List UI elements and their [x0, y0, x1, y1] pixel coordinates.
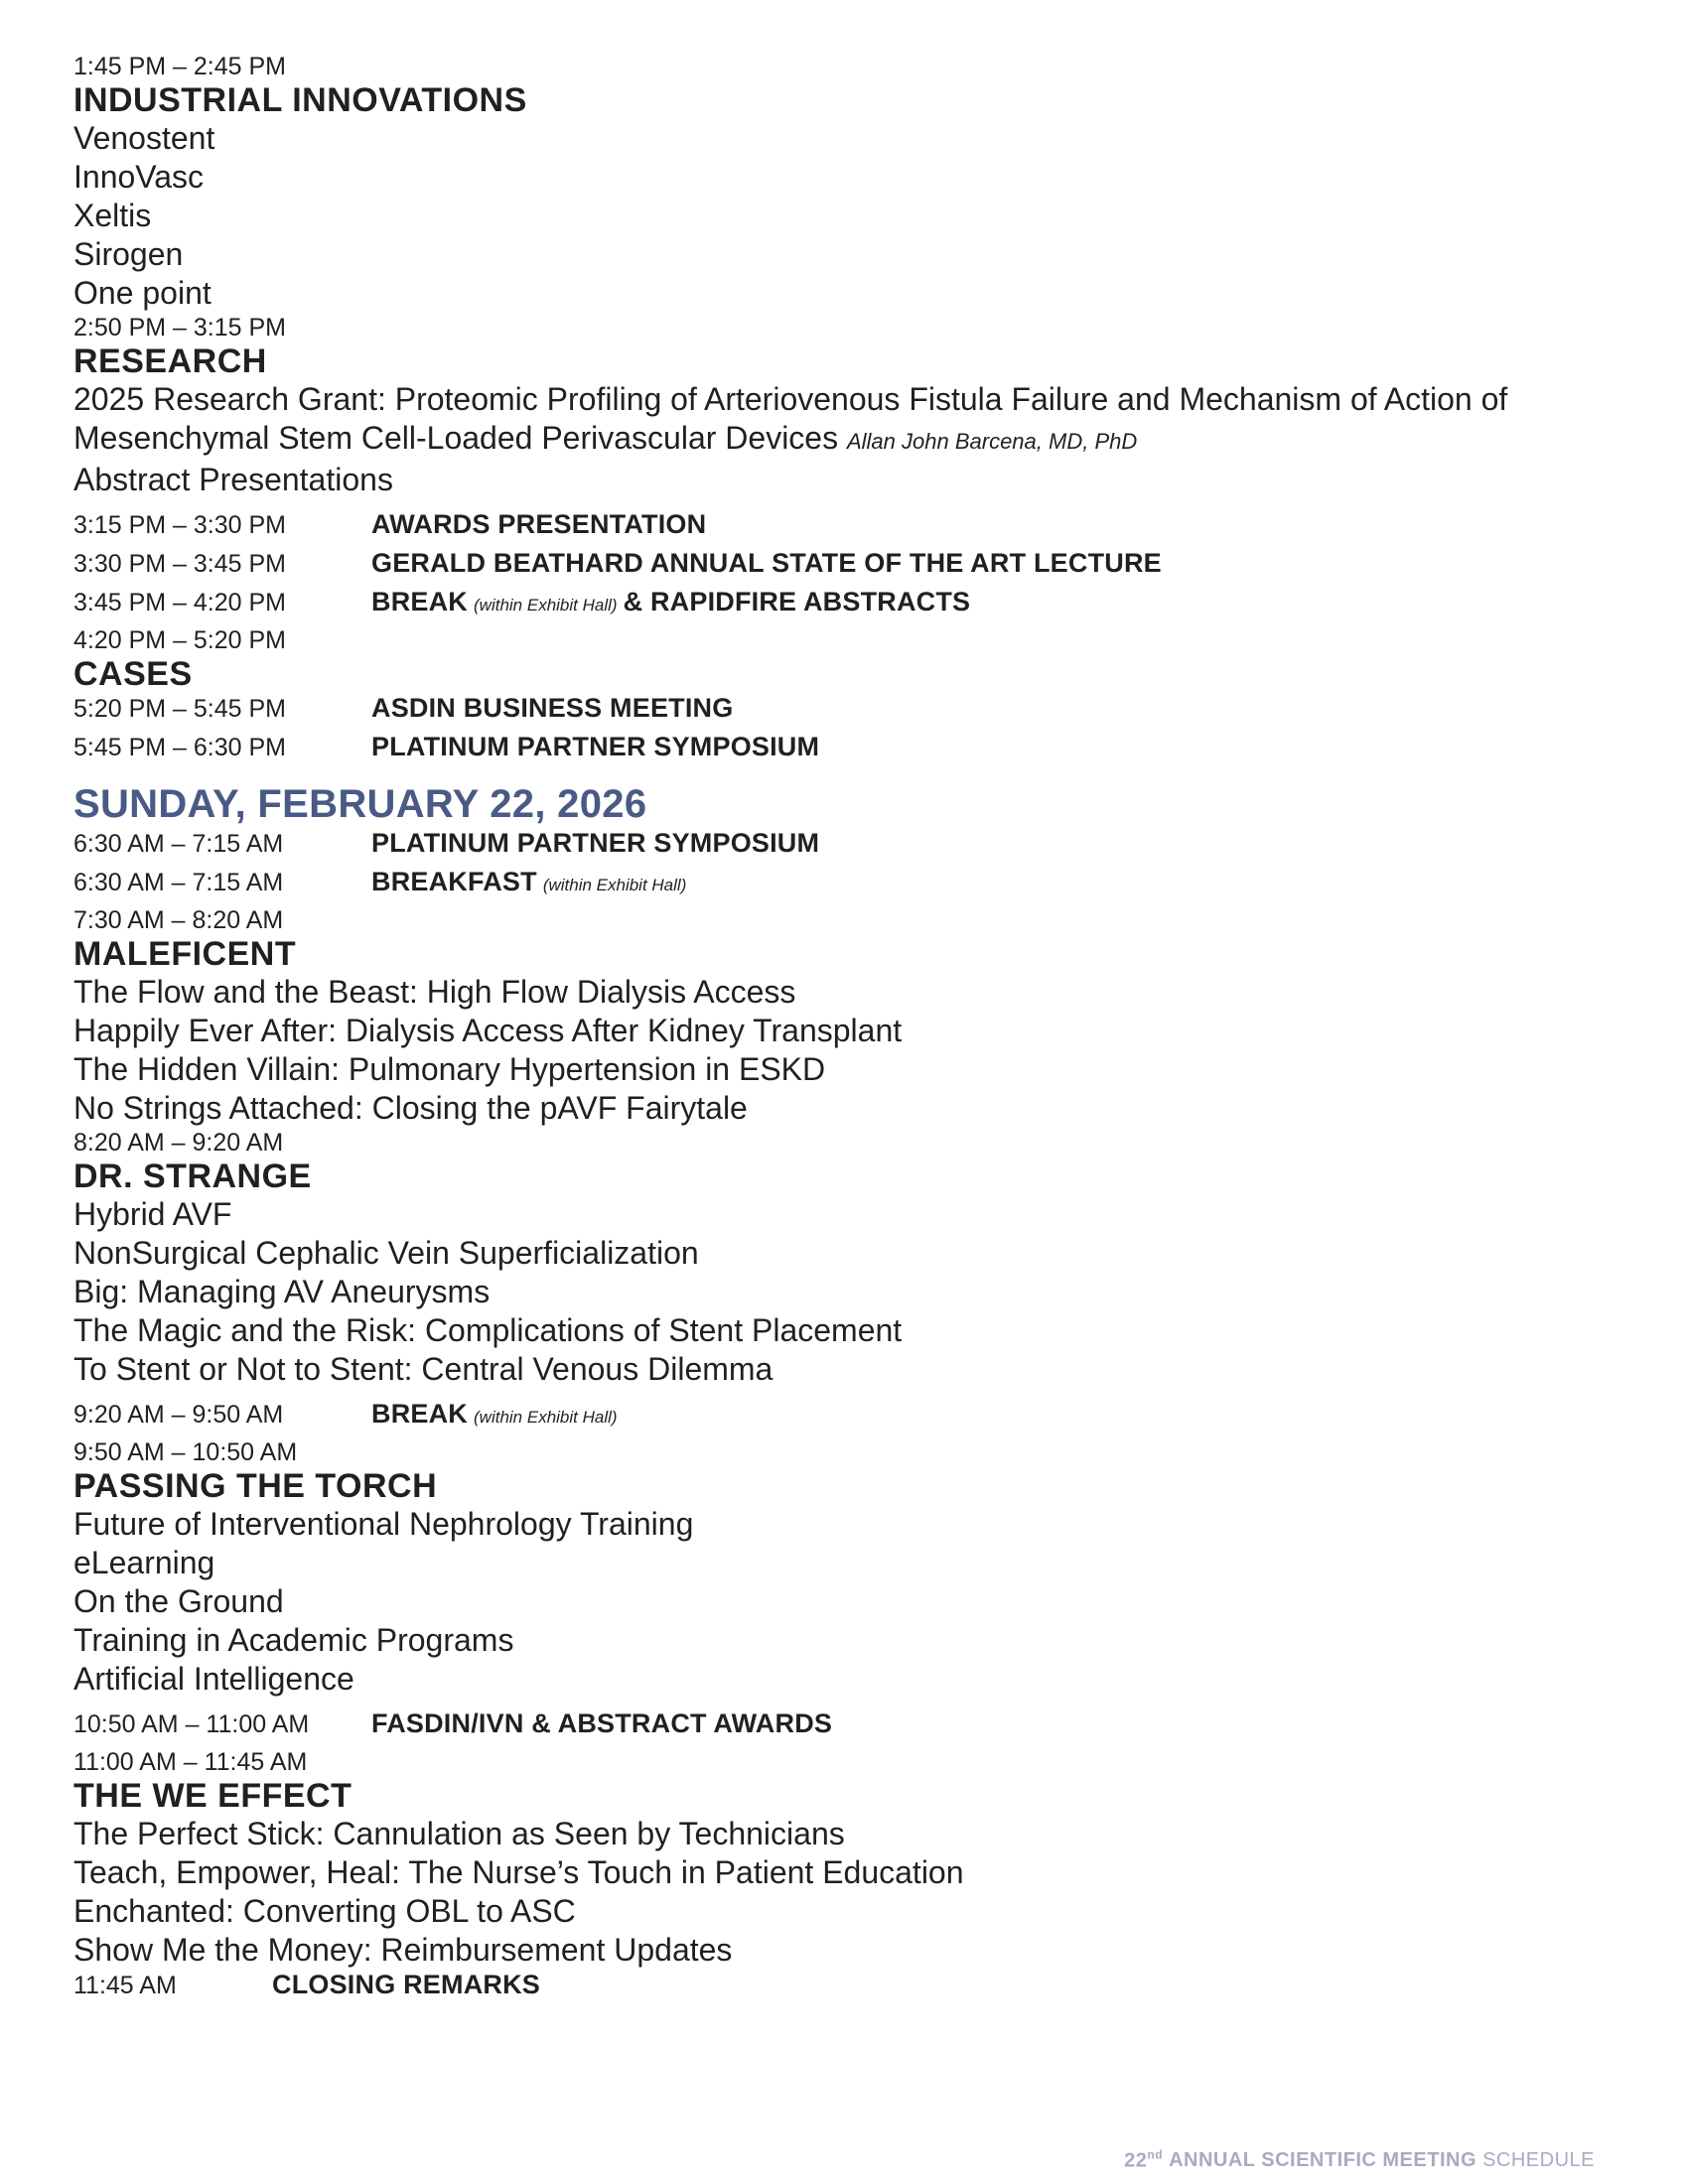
row-note: (within Exhibit Hall) [474, 1408, 618, 1427]
row-label: FASDIN/IVN & ABSTRACT AWARDS [371, 1708, 833, 1738]
session-title: INDUSTRIAL INNOVATIONS [73, 81, 527, 119]
row-time: 3:15 PM – 3:30 PM [73, 511, 287, 539]
row-note: (within Exhibit Hall) [542, 876, 687, 894]
session-title: DR. STRANGE [73, 1158, 312, 1195]
list-item: The Flow and the Beast: High Flow Dialysis Access [73, 974, 796, 1010]
schedule-row [73, 509, 1622, 548]
footer-meeting-name: ANNUAL SCIENTIFIC MEETING [1169, 2149, 1477, 2171]
row-time: 3:30 PM – 3:45 PM [73, 550, 287, 578]
list-item: Xeltis [73, 198, 152, 233]
row-label: CLOSING REMARKS [272, 1970, 541, 1999]
session-maleficent [73, 905, 1622, 1128]
list-item: Show Me the Money: Reimbursement Updates [73, 1932, 733, 1968]
footer-schedule: SCHEDULE [1482, 2149, 1595, 2171]
list-item: Abstract Presentations [73, 462, 393, 497]
footer-edition: 22nd [1124, 2147, 1164, 2171]
session-time: 7:30 AM – 8:20 AM [73, 906, 284, 934]
session-time: 11:00 AM – 11:45 AM [73, 1748, 308, 1776]
research-grant-title-cont: Mesenchymal Stem Cell-Loaded Perivascular Devices [73, 420, 839, 456]
row-label: PLATINUM PARTNER SYMPOSIUM [371, 732, 820, 761]
session-time: 8:20 AM – 9:20 AM [73, 1129, 284, 1157]
list-item: eLearning [73, 1545, 215, 1580]
list-item: The Hidden Villain: Pulmonary Hypertension in ESKD [73, 1051, 826, 1087]
row-time: 10:50 AM – 11:00 AM [73, 1710, 310, 1738]
row-label: BREAK [371, 1399, 469, 1429]
session-research [73, 313, 1622, 499]
row-time: 6:30 AM – 7:15 AM [73, 830, 284, 858]
row-label: PLATINUM PARTNER SYMPOSIUM [371, 828, 820, 858]
list-item: Training in Academic Programs [73, 1622, 514, 1658]
session-title: THE WE EFFECT [73, 1777, 352, 1815]
row-time: 3:45 PM – 4:20 PM [73, 589, 287, 616]
schedule-row [73, 693, 1622, 732]
schedule-row [73, 867, 1622, 905]
list-item: The Magic and the Risk: Complications of Stent Placement [73, 1312, 903, 1348]
list-item: InnoVasc [73, 159, 205, 195]
session-title: PASSING THE TORCH [73, 1467, 438, 1505]
page-footer [1124, 2147, 1595, 2172]
session-time: 2:50 PM – 3:15 PM [73, 314, 287, 341]
row-label: ASDIN BUSINESS MEETING [371, 693, 734, 723]
session-time: 1:45 PM – 2:45 PM [73, 53, 287, 80]
session-title: MALEFICENT [73, 935, 297, 973]
list-item: Hybrid AVF [73, 1196, 232, 1232]
row-time: 11:45 AM [73, 1972, 177, 1999]
row-label: BREAK [371, 587, 469, 616]
list-item: To Stent or Not to Stent: Central Venous Dilemma [73, 1351, 774, 1387]
list-item: On the Ground [73, 1583, 284, 1619]
list-item: Future of Interventional Nephrology Training [73, 1506, 694, 1542]
list-item: Venostent [73, 120, 215, 156]
presenter-name: Allan John Barcena, MD, PhD [846, 429, 1138, 454]
schedule-row [73, 587, 1622, 625]
session-title: RESEARCH [73, 342, 267, 380]
session-the-we-effect [73, 1747, 1622, 1970]
list-item: Happily Ever After: Dialysis Access After Kidney Transplant [73, 1013, 903, 1048]
list-item [73, 419, 1622, 461]
list-item: Teach, Empower, Heal: The Nurse’s Touch in Patient Education [73, 1854, 964, 1890]
list-item: 2025 Research Grant: Proteomic Profiling of Arteriovenous Fistula Failure and Mechanism of Action of [73, 381, 1508, 417]
session-cases [73, 625, 1622, 693]
list-item: The Perfect Stick: Cannulation as Seen by Technicians [73, 1816, 845, 1851]
row-time: 5:45 PM – 6:30 PM [73, 734, 287, 761]
row-time: 5:20 PM – 5:45 PM [73, 695, 287, 723]
session-time: 9:50 AM – 10:50 AM [73, 1438, 298, 1466]
row-time: 9:20 AM – 9:50 AM [73, 1401, 284, 1429]
schedule-page [73, 52, 1622, 2008]
session-industrial-innovations [73, 52, 1622, 313]
schedule-row [73, 732, 1622, 770]
row-label: GERALD BEATHARD ANNUAL STATE OF THE ART LECTURE [371, 548, 1162, 578]
list-item: NonSurgical Cephalic Vein Superficialization [73, 1235, 699, 1271]
list-item: Artificial Intelligence [73, 1661, 354, 1697]
list-item: One point [73, 275, 211, 311]
session-dr-strange [73, 1128, 1622, 1389]
row-note: (within Exhibit Hall) [474, 596, 618, 614]
schedule-row [73, 1970, 1622, 2008]
session-passing-the-torch [73, 1437, 1622, 1699]
row-label-2: & RAPIDFIRE ABSTRACTS [623, 587, 971, 616]
session-title: CASES [73, 655, 193, 693]
schedule-row [73, 1399, 1622, 1437]
list-item: No Strings Attached: Closing the pAVF Fairytale [73, 1090, 748, 1126]
list-item: Sirogen [73, 236, 184, 272]
schedule-row [73, 828, 1622, 867]
schedule-row [73, 548, 1622, 587]
session-time: 4:20 PM – 5:20 PM [73, 626, 287, 654]
list-item: Enchanted: Converting OBL to ASC [73, 1893, 576, 1929]
row-time: 6:30 AM – 7:15 AM [73, 869, 284, 896]
day-heading: SUNDAY, FEBRUARY 22, 2026 [73, 782, 647, 826]
schedule-row [73, 1708, 1622, 1747]
list-item: Big: Managing AV Aneurysms [73, 1274, 491, 1309]
row-label: AWARDS PRESENTATION [371, 509, 707, 539]
row-label: BREAKFAST [371, 867, 537, 896]
